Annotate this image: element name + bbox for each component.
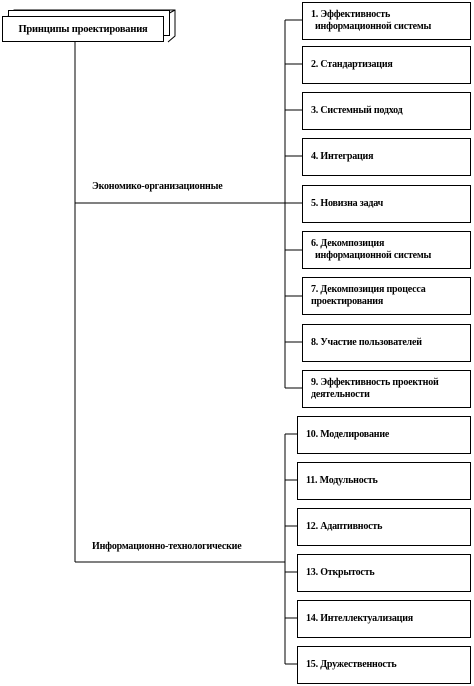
- principle-box-14: [297, 600, 471, 638]
- principle-line1: 9. Эффективность проектной: [311, 377, 439, 388]
- principle-line1: 12. Адаптивность: [306, 521, 383, 532]
- principle-line2: деятельности: [311, 389, 370, 400]
- principle-line2: проектирования: [311, 296, 384, 307]
- principle-box-6: [302, 231, 471, 269]
- principle-line2: информационной системы: [315, 250, 432, 261]
- principle-box-10: [297, 416, 471, 454]
- principle-line1: 15. Дружественность: [306, 659, 397, 670]
- principle-box-9: [302, 370, 471, 408]
- principle-line1: 7. Декомпозиция процесса: [311, 284, 426, 295]
- principle-line1: 1. Эффективность: [311, 9, 391, 20]
- principle-box-4: [302, 138, 471, 176]
- principle-line1: 10. Моделирование: [306, 429, 390, 440]
- principle-line1: 6. Декомпозиция: [311, 238, 385, 249]
- principle-line1: 14. Интеллектуализация: [306, 613, 413, 624]
- root-label: Принципы проектирования: [18, 23, 148, 35]
- principle-box-7: [302, 277, 471, 315]
- principle-box-15: [297, 646, 471, 684]
- principle-box-5: [302, 185, 471, 223]
- root-node: [2, 16, 164, 42]
- group-label-economic: Экономико-организационные: [92, 181, 223, 192]
- group-label-it: Информационно-технологические: [92, 541, 242, 552]
- principle-box-12: [297, 508, 471, 546]
- principle-box-13: [297, 554, 471, 592]
- principle-line2: информационной системы: [315, 21, 432, 32]
- principle-box-3: [302, 92, 471, 130]
- principle-line1: 2. Стандартизация: [311, 59, 393, 70]
- principle-box-11: [297, 462, 471, 500]
- principle-line1: 8. Участие пользователей: [311, 337, 422, 348]
- principle-line1: 3. Системный подход: [311, 105, 403, 116]
- principle-line1: 5. Новизна задач: [311, 198, 384, 209]
- principle-line1: 11. Модульность: [306, 475, 378, 486]
- principle-box-8: [302, 324, 471, 362]
- principle-box-1: [302, 2, 471, 40]
- principle-line1: 13. Открытость: [306, 567, 375, 578]
- principle-line1: 4. Интеграция: [311, 151, 374, 162]
- principle-box-2: [302, 46, 471, 84]
